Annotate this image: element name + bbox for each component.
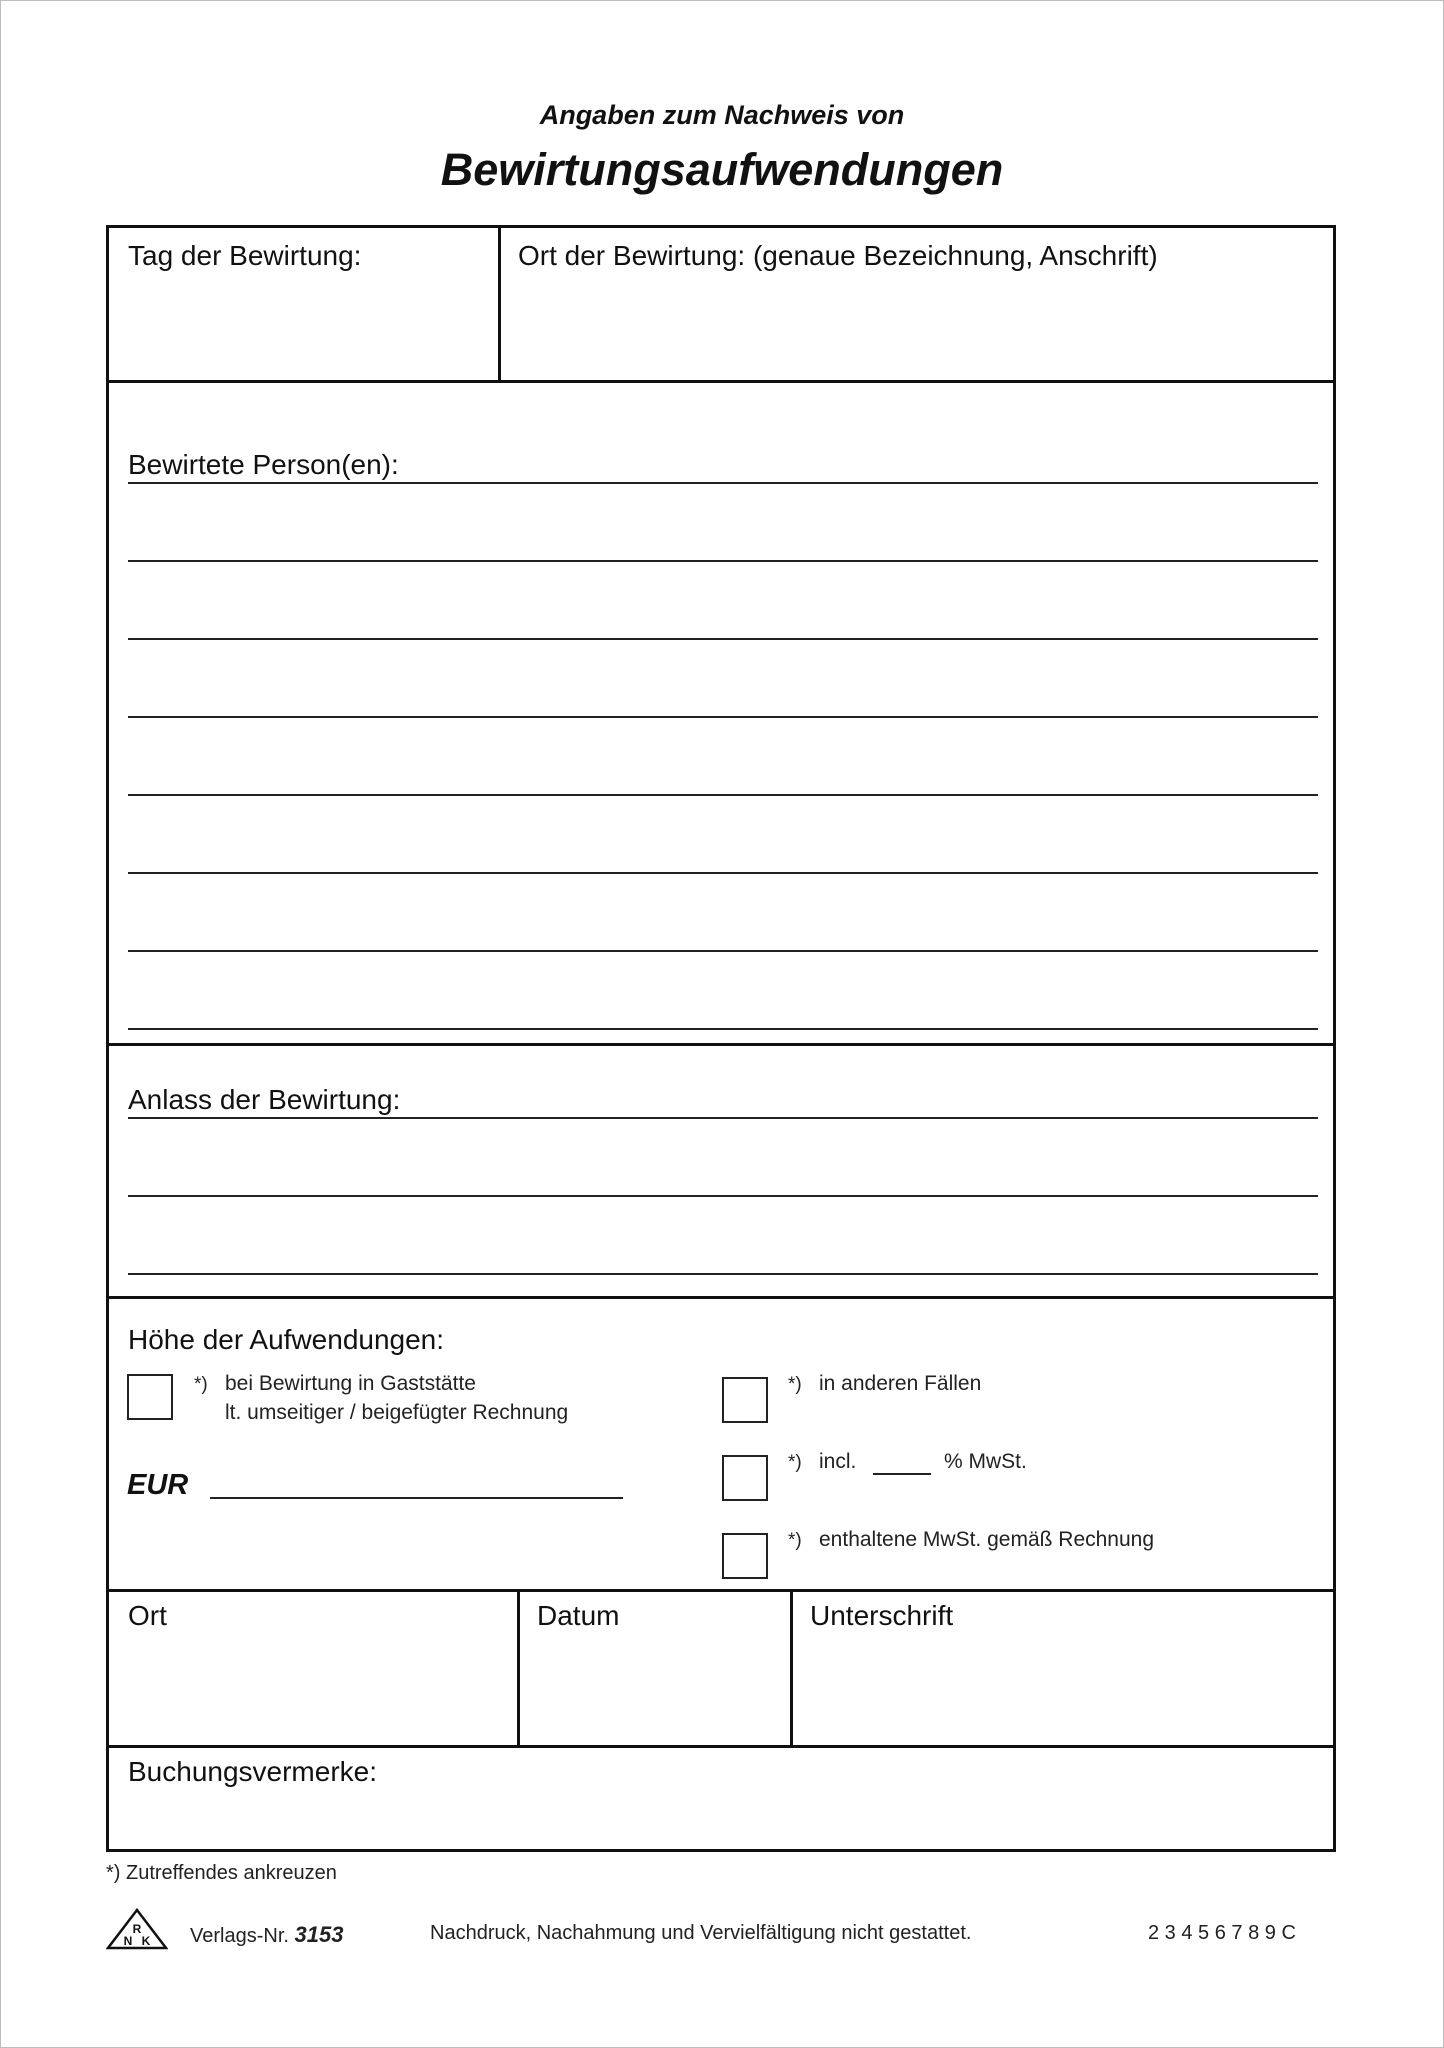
verlag-number: 3153 <box>294 1922 344 1947</box>
occasion-section[interactable] <box>109 1046 1333 1296</box>
gaststaette-label-2: lt. umseitiger / beigefügter Rechnung <box>225 1401 569 1424</box>
divider <box>790 1592 793 1745</box>
sign-ort-label: Ort <box>128 1600 167 1631</box>
footnote-marker: *) <box>788 1530 802 1551</box>
persons-line[interactable] <box>128 1028 1318 1030</box>
sign-unterschrift-label: Unterschrift <box>810 1600 954 1631</box>
signature-row <box>109 1592 1333 1745</box>
rnk-logo <box>106 1908 168 1950</box>
persons-line[interactable] <box>128 794 1318 796</box>
svg-text:K: K <box>141 1934 151 1948</box>
mwst-suffix-label: % MwSt. <box>944 1450 1027 1473</box>
occasion-line[interactable] <box>128 1273 1318 1275</box>
svg-text:R: R <box>132 1922 142 1936</box>
incl-mwst-checkbox[interactable] <box>722 1455 768 1501</box>
occasion-line[interactable] <box>128 1117 1318 1119</box>
persons-line[interactable] <box>128 560 1318 562</box>
divider <box>498 228 501 383</box>
persons-line[interactable] <box>128 950 1318 952</box>
booking-section[interactable] <box>109 1748 1333 1852</box>
amount-section <box>109 1299 1333 1589</box>
svg-text:N: N <box>123 1934 133 1948</box>
persons-label: Bewirtete Person(en): <box>128 449 399 480</box>
divider <box>517 1592 520 1745</box>
enthaltene-mwst-label: enthaltene MwSt. gemäß Rechnung <box>819 1528 1155 1551</box>
occasion-line[interactable] <box>128 1195 1318 1197</box>
booking-label: Buchungsvermerke: <box>128 1756 378 1787</box>
form-subtitle: Angaben zum Nachweis von <box>539 100 905 130</box>
form-title: Bewirtungsaufwendungen <box>440 144 1004 195</box>
row-date-place <box>109 228 1333 383</box>
andere-faelle-checkbox[interactable] <box>722 1377 768 1423</box>
persons-line[interactable] <box>128 716 1318 718</box>
persons-section[interactable] <box>109 383 1333 1043</box>
persons-line[interactable] <box>128 638 1318 640</box>
gaststaette-label-1: bei Bewirtung in Gaststätte <box>225 1372 476 1395</box>
tag-label: Tag der Bewirtung: <box>128 240 362 271</box>
footnote-marker: *) <box>194 1374 208 1395</box>
footnote: *) Zutreffendes ankreuzen <box>106 1862 337 1884</box>
mwst-percent-line[interactable] <box>873 1473 931 1475</box>
ort-bewirtung-label: Ort der Bewirtung: (genaue Bezeichnung, Anschrift) <box>518 240 1158 271</box>
form-frame <box>106 225 1336 1852</box>
gaststaette-checkbox[interactable] <box>127 1374 173 1420</box>
currency-label: EUR <box>127 1469 189 1501</box>
persons-line[interactable] <box>128 872 1318 874</box>
persons-line[interactable] <box>128 482 1318 484</box>
andere-faelle-label: in anderen Fällen <box>819 1372 982 1395</box>
footnote-marker: *) <box>788 1374 802 1395</box>
amount-input-line[interactable] <box>210 1497 623 1499</box>
sign-datum-label: Datum <box>537 1600 620 1631</box>
occasion-label: Anlass der Bewirtung: <box>128 1084 401 1115</box>
print-code: 2 3 4 5 6 7 8 9 C <box>1148 1922 1296 1944</box>
incl-label: incl. <box>819 1450 857 1473</box>
amount-label: Höhe der Aufwendungen: <box>128 1324 445 1355</box>
verlag-prefix: Verlags-Nr. <box>190 1925 289 1947</box>
footnote-marker: *) <box>788 1452 802 1473</box>
enthaltene-mwst-checkbox[interactable] <box>722 1533 768 1579</box>
verlag-info <box>190 1922 343 1948</box>
copyright-notice: Nachdruck, Nachahmung und Vervielfältigung nicht gestattet. <box>430 1922 972 1944</box>
